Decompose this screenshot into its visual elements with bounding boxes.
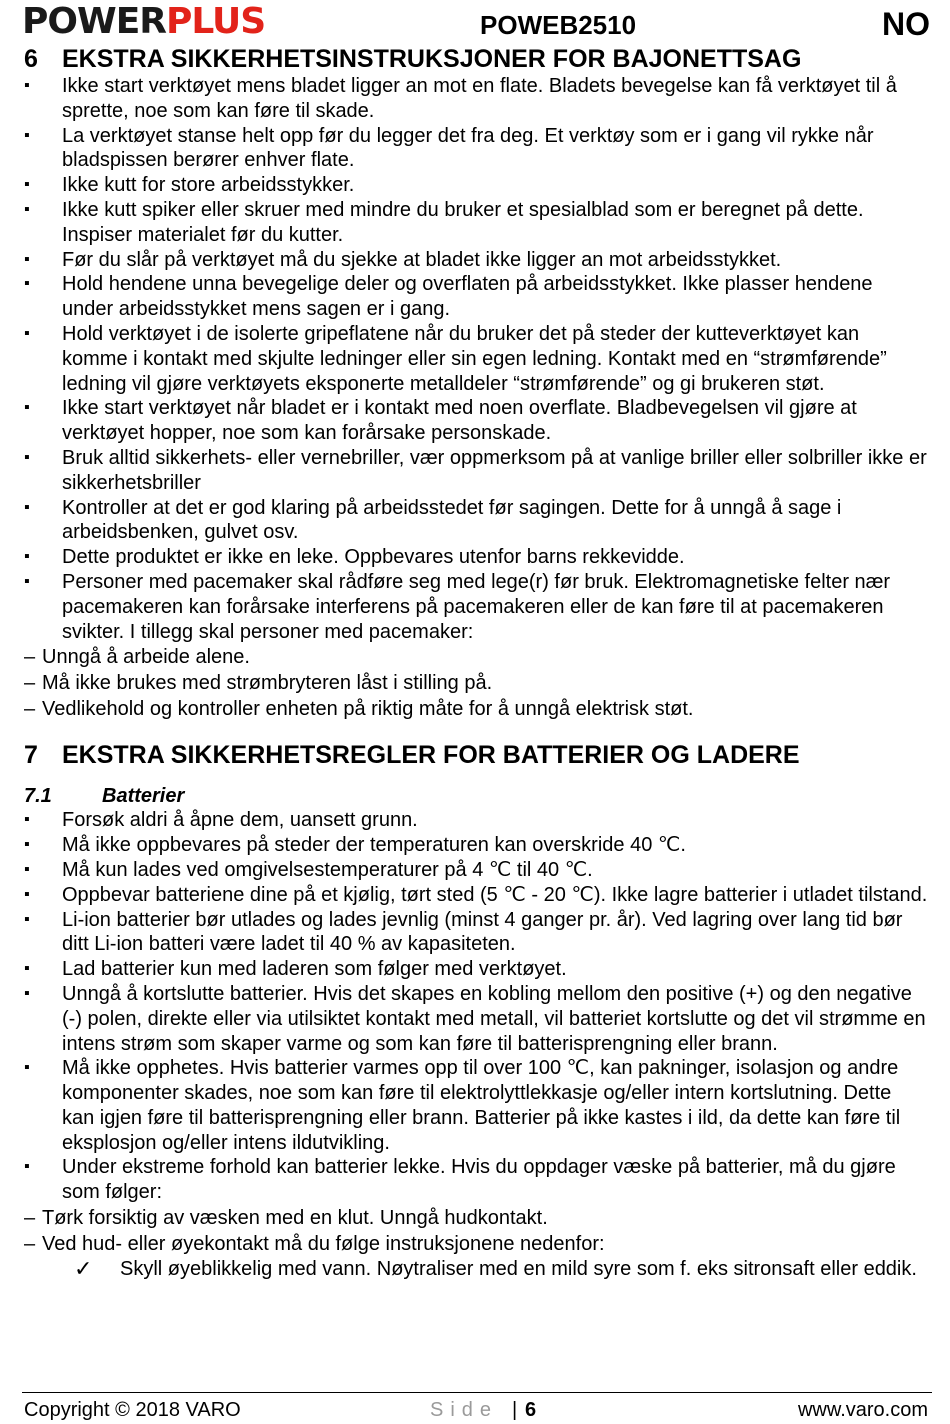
copyright-text: Copyright © 2018 VARO [24, 1399, 241, 1421]
list-item: ▪ Unngå å kortslutte batterier. Hvis det skapes en kobling mellom den positive (+) og den negative (-) polen, direkte eller via utilsiktet kontakt med metall, vil batteriet kortslutte og det vil strømme en intens strøm som skaper varme og som kan føre til batterisprengning eller brann. [24, 982, 929, 1056]
website-url: www.varo.com [797, 1399, 928, 1421]
dash-item: – Vedlikehold og kontroller enheten på riktig måte for å unngå elektrisk støt. [24, 696, 929, 722]
page-footer [22, 1392, 932, 1421]
language-code: NO [882, 6, 930, 42]
check-item: ✓ Skyll øyeblikkelig med vann. Nøytraliser med en mild syre som f. eks sitronsaft eller eddik. [24, 1257, 929, 1282]
section-6-bullets [24, 74, 929, 644]
list-item: ▪ Ikke start verktøyet mens bladet ligger an mot en flate. Bladets bevegelse kan få verktøyet til å sprette, noe som kan føre til skade. [24, 74, 929, 124]
list-item: ▪ Ikke start verktøyet når bladet er i kontakt med noen overflate. Bladbevegelsen vil gjøre at verktøyet hopper, noe som kan forårsake personskade. [24, 396, 929, 446]
powerplus-logo: POWERPLUS [22, 1, 266, 42]
list-item: ▪ Forsøk aldri å åpne dem, uansett grunn. [24, 808, 929, 833]
section-title: EKSTRA SIKKERHETSREGLER FOR BATTERIER OG LADERE [62, 741, 800, 770]
section-number: 6 [24, 45, 38, 73]
section-7-dash-list [24, 1205, 929, 1257]
dash-item: – Unngå å arbeide alene. [24, 644, 929, 670]
dash-item: – Tørk forsiktig av væsken med en klut. Unngå hudkontakt. [24, 1205, 929, 1231]
section-6-dash-list [24, 644, 929, 722]
section-number: 7 [24, 741, 38, 770]
page-header [22, 2, 932, 42]
subsection-title: Batterier [102, 785, 185, 808]
list-item: ▪ Ikke kutt for store arbeidsstykker. [24, 173, 929, 198]
list-item: ▪ Må ikke opphetes. Hvis batterier varmes opp til over 100 ℃, kan pakninger, isolasjon og andre komponenter skades, noe som kan føre til elektrolyttlekkasje og/eller intern kortslutning. Dette kan igjen føre til batterisprengning eller brann. Batterier på ikke kastes i ild, da dette kan føre til eksplosjon og/eller intens ildutvikling. [24, 1056, 929, 1155]
list-item: ▪ Oppbevar batteriene dine på et kjølig, tørt sted (5 ℃ - 20 ℃). Ikke lagre batterier i utladet tilstand. [24, 883, 929, 908]
section-7-heading [24, 740, 929, 770]
list-item: ▪ Dette produktet er ikke en leke. Oppbevares utenfor barns rekkevidde. [24, 545, 929, 570]
subsection-7-1-heading [24, 784, 929, 808]
list-item: ▪ Må ikke oppbevares på steder der temperaturen kan overskride 40 ℃. [24, 833, 929, 858]
model-number: POWEB2510 [480, 10, 637, 40]
list-item: ▪ Før du slår på verktøyet må du sjekke at bladet ikke ligger an mot arbeidsstykket. [24, 248, 929, 273]
list-item: ▪ Hold verktøyet i de isolerte gripeflatene når du bruker det på steder der kutteverktøyet kan komme i kontakt med skjulte ledninger eller sin egen ledning. Kontakt med en “strømførende” ledning vil gjøre verktøyets eksponerte metalldeler “strømførende” og gi brukeren støt. [24, 322, 929, 396]
page-content [24, 44, 929, 1282]
section-7-check-list [24, 1257, 929, 1282]
list-item: ▪ Hold hendene unna bevegelige deler og overflaten på arbeidsstykket. Ikke plasser hendene under arbeidsstykket mens sagen er i gang. [24, 272, 929, 322]
list-item: ▪ Li-ion batterier bør utlades og lades jevnlig (minst 4 ganger pr. år). Ved lagring over lang tid bør ditt Li-ion batteri være ladet til 40 % av kapasiteten. [24, 908, 929, 958]
list-item: ▪ Bruk alltid sikkerhets- eller vernebriller, vær oppmerksom på at vanlige briller eller solbriller ikke er sikkerhetsbriller [24, 446, 929, 496]
list-item: ▪ Kontroller at det er god klaring på arbeidsstedet før sagingen. Dette for å unngå å sage i arbeidsbenken, gulvet osv. [24, 496, 929, 546]
section-title: EKSTRA SIKKERHETSINSTRUKSJONER FOR BAJONETTSAG [62, 45, 802, 73]
dash-item: – Må ikke brukes med strømbryteren låst i stilling på. [24, 670, 929, 696]
page-label: Side [430, 1399, 499, 1421]
list-item: ▪ Må kun lades ved omgivelsestemperaturer på 4 ℃ til 40 ℃. [24, 858, 929, 883]
subsection-number: 7.1 [24, 785, 52, 808]
page-separator: | [512, 1399, 518, 1421]
dash-item: – Ved hud- eller øyekontakt må du følge instruksjonene nedenfor: [24, 1231, 929, 1257]
list-item: ▪ Personer med pacemaker skal rådføre seg med lege(r) før bruk. Elektromagnetiske felter nær pacemakeren kan forårsake interferens på pacemakeren eller de kan føre til at pacemakeren svikter. I tillegg skal personer med pacemaker: [24, 570, 929, 644]
list-item: ▪ Ikke kutt spiker eller skruer med mindre du bruker et spesialblad som er beregnet på dette. Inspiser materialet før du kutter. [24, 198, 929, 248]
list-item: ▪ Under ekstreme forhold kan batterier lekke. Hvis du oppdager væske på batterier, må du gjøre som følger: [24, 1155, 929, 1205]
page-number: 6 [525, 1399, 537, 1421]
list-item: ▪ Lad batterier kun med laderen som følger med verktøyet. [24, 957, 929, 982]
section-7-bullets [24, 808, 929, 1205]
section-6-heading [24, 44, 929, 74]
list-item: ▪ La verktøyet stanse helt opp før du legger det fra deg. Et verktøy som er i gang vil rykke når bladspissen berører enhver flate. [24, 124, 929, 174]
